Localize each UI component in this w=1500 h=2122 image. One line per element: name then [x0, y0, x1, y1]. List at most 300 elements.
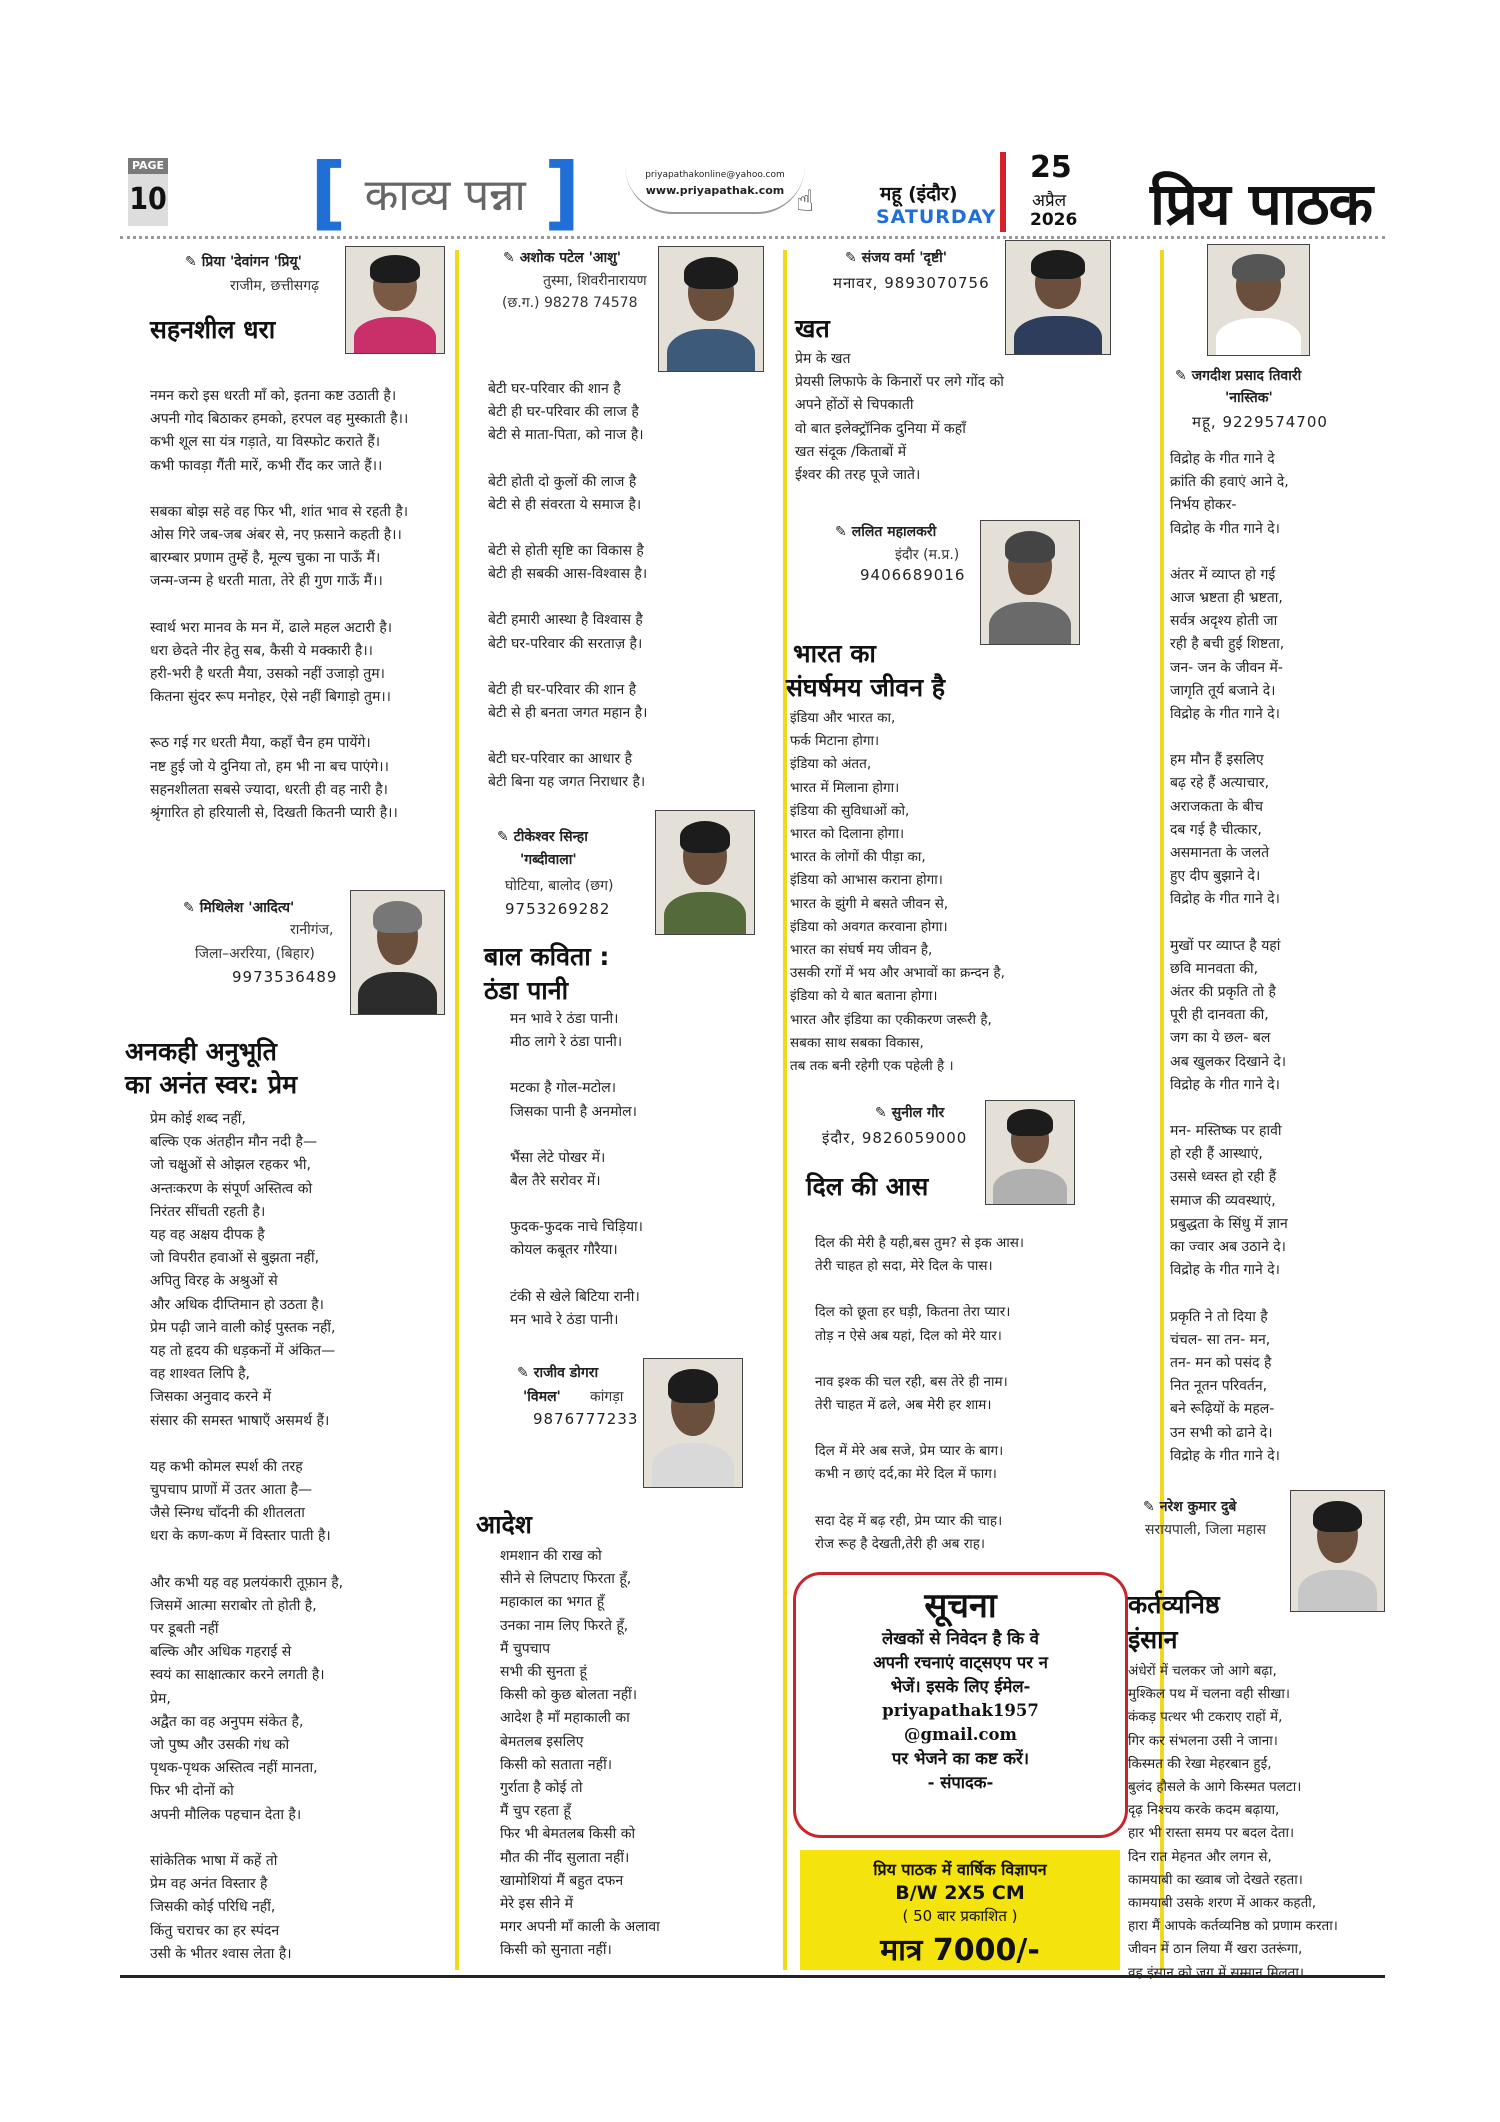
- author-place: महू, 9229574700: [1192, 413, 1328, 431]
- poem-line: मन- मस्तिष्क पर हावी: [1170, 1123, 1282, 1140]
- poem-line: रूठ गई गर धरती मैया, कहाँ चैन हम पायेंगे।: [150, 735, 371, 752]
- poem-line: इंडिया को आभास कराना होगा।: [790, 872, 943, 889]
- stanza-gap: [488, 725, 647, 748]
- date-divider: [1000, 152, 1006, 232]
- author-place: तुस्मा, शिवरीनारायण: [543, 273, 647, 289]
- poem-line: पर डूबती नहीं: [150, 1621, 219, 1638]
- poem-line: अपितु विरह के अश्रुओं से: [150, 1273, 278, 1290]
- poem-line: हरी-भरी है धरती मैया, उसको नहीं उजाड़ो तुम।: [150, 666, 385, 683]
- stanza-gap: [510, 1054, 643, 1077]
- author-place: कांगड़ा: [590, 1389, 624, 1405]
- poem-line: जागृति तूर्य बजाने दे।: [1170, 682, 1276, 699]
- poem-line: इंडिया और भारत का,: [790, 710, 896, 726]
- stanza-gap: [488, 517, 647, 540]
- ad-line: प्रिय पाठक में वार्षिक विज्ञापन: [873, 1860, 1047, 1879]
- author-photo: [1290, 1490, 1385, 1612]
- bracket-right: ]: [543, 146, 581, 239]
- poem-body: [150, 385, 408, 825]
- poem-line: अंतर की प्रकृति तो है: [1170, 984, 1276, 1001]
- author-place: इंदौर, 9826059000: [822, 1129, 968, 1147]
- poem-line: प्रबुद्धता के सिंधु में ज्ञान: [1170, 1215, 1288, 1232]
- poem-line: बेटी बिना यह जगत निराधार है।: [488, 774, 646, 791]
- column-rule: [783, 250, 787, 1970]
- poem-line: सीने से लिपटाए फिरता हूँ,: [500, 1571, 632, 1588]
- poem-line: जैसे स्निग्ध चाँदनी की शीतलता: [150, 1505, 305, 1522]
- poem-line: भारत और इंडिया का एकीकरण जरूरी है,: [790, 1011, 992, 1028]
- ad-frequency: ( 50 बार प्रकाशित ): [902, 1907, 1018, 1925]
- poem-line: कभी न छाएं दर्द,का मेरे दिल में फाग।: [815, 1466, 997, 1483]
- pen-icon: ✎: [503, 250, 515, 266]
- author-phone: 9973536489: [232, 968, 338, 986]
- poem-title: सहनशील धरा: [150, 315, 276, 344]
- date-month: अप्रैल: [1032, 191, 1067, 211]
- poem-line: श्रृंगारित हो हरियाली से, दिखती कितनी प्यारी है।।: [150, 805, 398, 822]
- poem-line: जन- जन के जीवन में-: [1170, 659, 1283, 676]
- poem-line: दृढ़ निश्चय करके कदम बढ़ाया,: [1128, 1802, 1280, 1819]
- poem-line: कितना सुंदर रूप मनोहर, ऐसे नहीं बिगाड़ो तुम।।: [150, 689, 391, 706]
- poem-line: नष्ट हुई जो ये दुनिया तो, हम भी ना बच पाएंगे।।: [150, 758, 389, 775]
- poem-title: दिल की आस: [806, 1172, 929, 1201]
- author-place: राजीम, छत्तीसगढ़: [230, 278, 319, 294]
- stanza-gap: [815, 1417, 1024, 1440]
- poem-line: गिर कर संभलना उसी ने जाना।: [1128, 1732, 1278, 1749]
- poem-line: बेटी घर-परिवार की सरताज़ है।: [488, 635, 643, 652]
- author-phone: 9753269282: [505, 900, 611, 918]
- pen-icon: ✎: [517, 1365, 529, 1381]
- date-year: 2026: [1030, 210, 1078, 230]
- poem-line: दिन रात मेहनत और लगन से,: [1128, 1848, 1272, 1865]
- poem-line: भारत के झुंगी मे बसते जीवन से,: [790, 895, 949, 912]
- stanza-gap: [150, 1549, 343, 1572]
- poem-line: हार भी रास्ता समय पर बदल देता।: [1128, 1825, 1295, 1842]
- poem-line: विद्रोह के गीत गाने दे।: [1170, 520, 1280, 537]
- author-place: रानीगंज,: [290, 922, 334, 938]
- author-place-line2: (छ.ग.) 98278 74578: [502, 295, 638, 311]
- poem-line: बैल तैरे सरोवर में।: [510, 1173, 601, 1190]
- column-rule: [455, 250, 459, 1970]
- poem-line: कामयाबी उसके शरण में आकर कहती,: [1128, 1895, 1317, 1912]
- poem-line: असमानता के जलते: [1170, 845, 1270, 862]
- poem-line: बेटी से होती सृष्टि का विकास है: [488, 543, 644, 560]
- poem-line: किसी को सुनाता नहीं।: [500, 1942, 612, 1959]
- poem-line: मैं चुपचाप: [500, 1640, 551, 1657]
- poem-line: विद्रोह के गीत गाने दे।: [1170, 1076, 1280, 1093]
- ad-price: मात्र 7000/-: [880, 1933, 1040, 1968]
- poem-line: वह शाश्वत लिपि है,: [150, 1366, 251, 1383]
- poem-line: दिल की मेरी है यही,बस तुम? से इक आस।: [815, 1235, 1024, 1251]
- stanza-gap: [510, 1124, 643, 1147]
- pen-icon: ✎: [185, 254, 197, 270]
- poem-title-line2: ठंडा पानी: [484, 976, 569, 1005]
- contact-website[interactable]: www.priyapathak.com: [645, 184, 785, 197]
- page-number-box: [128, 158, 168, 226]
- poem-line: प्रेम के खत: [795, 351, 851, 367]
- poem-line: बेटी से ही संवरता ये समाज है।: [488, 496, 642, 513]
- poem-line: तेरी चाहत में ढले, अब मेरी हर शाम।: [815, 1397, 992, 1414]
- notice-line: - संपादक-: [927, 1773, 994, 1792]
- poem-line: विद्रोह के गीत गाने दे।: [1170, 1447, 1280, 1464]
- author-pen-name: 'विमल': [523, 1389, 561, 1405]
- poem-line: विद्रोह के गीत गाने दे: [1170, 451, 1275, 467]
- poem-line: वह इंसान को जग में सम्मान मिलता।: [1128, 1964, 1304, 1981]
- poem-line: स्वार्थ भरा मानव के मन में, ढाले महल अटारी है।: [150, 619, 393, 636]
- notice-body: [796, 1627, 1125, 1795]
- poem-title: अनकही अनुभूति: [125, 1037, 277, 1066]
- poem-line: जीवन में ठान लिया मैं खरा उतरूंगा,: [1128, 1941, 1303, 1958]
- poem-line: निरंतर सींचती रहती है।: [150, 1203, 266, 1220]
- poem-line: मगर अपनी माँ काली के अलावा: [500, 1919, 660, 1936]
- poem-line: बेटी ही घर-परिवार की शान है: [488, 681, 637, 698]
- poem-line: और कभी यह वह प्रलयंकारी तूफ़ान है,: [150, 1574, 344, 1591]
- poem-line: प्रेयसी लिफाफे के किनारों पर लगे गोंद को: [795, 374, 1004, 391]
- poem-line: खत संदूक /किताबों में: [795, 443, 907, 460]
- bottom-rule: [120, 1975, 1385, 1978]
- poem-line: धरा के कण-कण में विस्तार पाती है।: [150, 1528, 331, 1545]
- poem-line: अंधेरों में चलकर जो आगे बढ़ा,: [1128, 1663, 1277, 1679]
- poem-line: सदा देह में बढ़ रही, प्रेम प्यार की चाह।: [815, 1512, 1003, 1529]
- poem-line: तेरी चाहत हो सदा, मेरे दिल के पास।: [815, 1258, 993, 1275]
- poem-line: बेटी हमारी आस्था है विश्वास है: [488, 612, 643, 629]
- ad-size: B/W 2X5 CM: [895, 1882, 1025, 1904]
- poem-line: उससे ध्वस्त हो रही हैं: [1170, 1169, 1277, 1186]
- poem-line: अपनी गोद बिठाकर हमको, हरपल वह मुस्काती है।।: [150, 411, 409, 428]
- poem-line: मन भावे रे ठंडा पानी।: [510, 1311, 619, 1328]
- poem-line: अपनी मौलिक पहचान देता है।: [150, 1806, 302, 1823]
- ad-box: [800, 1850, 1120, 1970]
- author-phone: 9876777233: [533, 1410, 639, 1428]
- poem-line: प्रेम,: [150, 1690, 171, 1707]
- poem-title: खत: [795, 314, 830, 343]
- poem-line: टंकी से खेले बिटिया रानी।: [510, 1288, 640, 1305]
- poem-line: मुश्किल पथ में चलना वही सीखा।: [1128, 1686, 1291, 1703]
- stanza-gap: [150, 1433, 343, 1456]
- poem-line: अन्तःकरण के संपूर्ण अस्तित्व को: [150, 1180, 313, 1197]
- poem-line: नित नूतन परिवर्तन,: [1170, 1378, 1268, 1395]
- poem-line: शमशान की राख को: [500, 1548, 602, 1564]
- poem-line: बल्कि एक अंतहीन मौन नदी है—: [150, 1134, 317, 1151]
- poem-line: इंडिया को अंतत,: [790, 756, 872, 773]
- contact-block: [625, 166, 805, 214]
- poem-line: जिसका अनुवाद करने में: [150, 1389, 272, 1406]
- poem-line: उनका नाम लिए फिरते हूँ,: [500, 1617, 629, 1634]
- author-pen-name: 'गब्दीवाला': [520, 852, 577, 868]
- poem-line: किसी को सताता नहीं।: [500, 1756, 613, 1773]
- poem-line: भारत में मिलाना होगा।: [790, 779, 900, 796]
- poem-line: बेटी ही घर-परिवार की लाज है: [488, 404, 639, 421]
- stanza-gap: [150, 1827, 343, 1850]
- notice-box: [793, 1572, 1128, 1838]
- poem-line: महाकाल का भगत हूँ: [500, 1594, 605, 1611]
- poem-line: छवि मानवता की,: [1170, 960, 1259, 977]
- poem-line: सहनशीलता सबसे ज्यादा, धरती ही वह नारी है।: [150, 781, 388, 798]
- page-header: [120, 148, 1385, 240]
- poem-line: चुपचाप प्राणों में उतर आता है—: [150, 1482, 312, 1499]
- poem-line: मटका है गोल-मटोल।: [510, 1080, 617, 1097]
- notice-line: लेखकों से निवेदन है कि वे: [882, 1629, 1039, 1648]
- stanza-gap: [488, 656, 647, 679]
- author-name: ✎ ललित महालकरी: [835, 524, 937, 540]
- author-photo: [980, 520, 1080, 645]
- poem-line: बेमतलब इसलिए: [500, 1733, 584, 1750]
- poem-line: भारत का संघर्ष मय जीवन है,: [790, 942, 933, 959]
- stanza-gap: [1170, 912, 1289, 935]
- author-photo: [985, 1100, 1075, 1205]
- stanza-gap: [488, 448, 647, 471]
- poem-line: बेटी घर-परिवार का आधार है: [488, 751, 633, 768]
- poem-line: किसी को कुछ बोलता नहीं।: [500, 1687, 638, 1704]
- pen-icon: ✎: [845, 250, 857, 266]
- poem-line: विद्रोह के गीत गाने दे।: [1170, 1262, 1280, 1279]
- poem-line: आज भ्रष्टता ही भ्रष्टता,: [1170, 590, 1283, 607]
- poem-line: जो पुष्प और उसकी गंध को: [150, 1737, 290, 1754]
- poem-line: नाव इश्क की चल रही, बस तेरे ही नाम।: [815, 1373, 1008, 1390]
- poem-body: [488, 378, 647, 795]
- section-name: काव्य पन्ना: [364, 170, 526, 221]
- poem-line: फिर भी दोनों को: [150, 1783, 234, 1800]
- poem-line: रोज रूह है देखती,तेरी ही अब राह।: [815, 1535, 986, 1552]
- poem-title: बाल कविता :: [484, 942, 610, 971]
- poem-line: प्रकृति ने तो दिया है: [1170, 1308, 1268, 1325]
- notice-line: पर भेजने का कष्ट करें।: [891, 1749, 1030, 1768]
- author-place: मनावर, 9893070756: [833, 274, 990, 292]
- author-place: इंदौर (म.प्र.): [895, 547, 960, 563]
- poem-line: का ज्वार अब उठाने दे।: [1170, 1239, 1286, 1256]
- poem-line: भारत को दिलाना होगा।: [790, 826, 905, 843]
- stanza-gap: [1170, 1283, 1289, 1306]
- pen-icon: ✎: [875, 1105, 887, 1121]
- author-place: सरायपाली, जिला महास: [1145, 1522, 1267, 1538]
- poem-line: किस्मत की रेखा मेहरबान हुई,: [1128, 1755, 1272, 1772]
- poem-line: पूरी ही दानवता की,: [1170, 1007, 1269, 1024]
- poem-body: [790, 707, 1005, 1078]
- poem-body: [150, 1108, 343, 1966]
- poem-body: [1170, 448, 1289, 1468]
- poem-line: ओस गिरे जब-जब अंबर से, नए फ़साने कहती है।।: [150, 527, 402, 544]
- poem-line: अराजकता के बीच: [1170, 798, 1263, 815]
- poem-line: पृथक-पृथक अस्तित्व नहीं मानता,: [150, 1760, 318, 1777]
- poem-line: दिल में मेरे अब सजे, प्रेम प्यार के बाग।: [815, 1443, 1004, 1460]
- poem-line: वो बात इलेक्ट्रॉनिक दुनिया में कहाँ: [795, 420, 966, 437]
- author-photo: [1207, 244, 1310, 356]
- poem-title: कर्तव्यनिष्ठ: [1128, 1590, 1220, 1619]
- poem-line: बेटी से माता-पिता, को नाज है।: [488, 427, 644, 444]
- poem-line: मीठ लागे रे ठंडा पानी।: [510, 1034, 623, 1051]
- poem-line: इंडिया को अवगत करवाना होगा।: [790, 918, 948, 935]
- author-photo: [655, 810, 755, 935]
- poem-line: इंडिया को ये बात बताना होगा।: [790, 988, 938, 1005]
- poem-line: प्रेम कोई शब्द नहीं,: [150, 1111, 246, 1127]
- poem-line: चंचल- सा तन- मन,: [1170, 1331, 1271, 1348]
- poem-title-line2: संघर्षमय जीवन है: [786, 673, 946, 702]
- poem-line: सबका साथ सबका विकास,: [790, 1034, 924, 1051]
- poem-line: तन- मन को पसंद है: [1170, 1354, 1272, 1371]
- poem-line: इंडिया की सुविधाओं को,: [790, 802, 910, 819]
- poem-line: उसी के भीतर श्वास लेता है।: [150, 1945, 292, 1962]
- poem-line: जग का ये छल- बल: [1170, 1030, 1271, 1047]
- author-name: ✎ प्रिया 'देवांगन 'प्रियू': [185, 254, 302, 270]
- edition-place: महू (इंदौर): [880, 183, 958, 205]
- stanza-gap: [510, 1263, 643, 1286]
- poem-line: बुलंद हौसले के आगे किस्मत पलटा।: [1128, 1779, 1302, 1796]
- stanza-gap: [815, 1278, 1024, 1301]
- poem-line: सभी की सुनता हूं: [500, 1664, 587, 1681]
- poem-line: धरा छेदते नीर हेतु सब, कैसी ये मक्कारी है।।: [150, 642, 373, 659]
- poem-line: फर्क मिटाना होगा।: [790, 733, 880, 750]
- edition-weekday: SATURDAY: [876, 206, 997, 228]
- poem-line: गुर्राता है कोई तो: [500, 1780, 583, 1797]
- poem-line: बने रूढ़ियों के महल-: [1170, 1401, 1275, 1418]
- author-name: ✎ टीकेश्वर सिन्हा: [497, 829, 588, 845]
- poem-title: आदेश: [476, 1510, 532, 1539]
- poem-line: स्वयं का साक्षात्कार करने लगती है।: [150, 1667, 325, 1684]
- author-photo: [350, 890, 445, 1015]
- poem-line: कभी फावड़ा गैंती मारें, कभी रौंद कर जाते हैं।।: [150, 457, 383, 474]
- poem-body: [510, 1008, 643, 1332]
- poem-line: अद्वैत का वह अनुपम संकेत है,: [150, 1713, 304, 1730]
- notice-line: @gmail.com: [904, 1725, 1017, 1744]
- pointing-hand-icon: ☝: [796, 184, 815, 219]
- header-divider: [120, 236, 1385, 239]
- poem-line: नमन करो इस धरती माँ को, इतना कष्ट उठाती है।: [150, 388, 397, 404]
- author-photo: [345, 246, 445, 354]
- author-name: ✎ जगदीश प्रसाद तिवारी: [1175, 368, 1302, 384]
- author-name: ✎ नरेश कुमार दुबे: [1143, 1499, 1237, 1515]
- poem-line: प्रेम वह अनंत विस्तार है: [150, 1876, 268, 1893]
- author-phone: 9406689016: [860, 566, 966, 584]
- poem-line: बेटी ही सबकी आस-विश्वास है।: [488, 566, 648, 583]
- poem-line: जिसका पानी है अनमोल।: [510, 1103, 637, 1120]
- poem-line: मुखों पर व्याप्त है यहां: [1170, 937, 1281, 954]
- poem-line: कभी शूल सा यंत्र गड़ाते, या विस्फोट कराते हैं।: [150, 434, 381, 451]
- poem-line: निर्भय होकर-: [1170, 497, 1237, 514]
- poem-line: हम मौन हैं इसलिए: [1170, 752, 1264, 769]
- poem-line: समाज की व्यवस्थाएं,: [1170, 1192, 1276, 1209]
- poem-line: कंकड़ पत्थर भी टकराए राहों में,: [1128, 1709, 1283, 1726]
- poem-line: कोयल कबूतर गौरैया।: [510, 1242, 618, 1259]
- pen-icon: ✎: [1175, 368, 1187, 384]
- poem-line: उन सभी को ढाने दे।: [1170, 1424, 1273, 1441]
- author-photo: [1005, 240, 1111, 355]
- author-name: ✎ सुनील गौर: [875, 1105, 945, 1121]
- poem-line: फुदक-फुदक नाचे चिड़िया।: [510, 1219, 643, 1236]
- poem-body: [815, 1232, 1024, 1556]
- stanza-gap: [510, 1193, 643, 1216]
- stanza-gap: [1170, 541, 1289, 564]
- poem-line: भारत के लोगों की पीड़ा का,: [790, 849, 926, 866]
- poem-line: हो रही हैं आस्थाएं,: [1170, 1146, 1263, 1163]
- poem-title: भारत का: [793, 639, 876, 668]
- stanza-gap: [815, 1348, 1024, 1371]
- poem-line: यह वह अक्षय दीपक है: [150, 1227, 265, 1244]
- poem-line: तब तक बनी रहेगी एक पहेली है ।: [790, 1058, 954, 1075]
- poem-line: यह तो हृदय की धड़कनों में अंकित—: [150, 1343, 336, 1360]
- poem-line: जिसमें आत्मा सराबोर तो होती है,: [150, 1597, 317, 1614]
- author-photo: [658, 246, 764, 372]
- poem-title-line2: इंसान: [1128, 1625, 1178, 1654]
- poem-line: बेटी घर-परिवार की शान है: [488, 381, 621, 397]
- poem-line: विद्रोह के गीत गाने दे।: [1170, 706, 1280, 723]
- poem-line: प्रेम पढ़ी जाने वाली कोई पुस्तक नहीं,: [150, 1319, 336, 1336]
- poem-line: जो चक्षुओं से ओझल रहकर भी,: [150, 1157, 311, 1174]
- poem-body: [500, 1545, 660, 1963]
- author-name: ✎ मिथिलेश 'आदित्य': [183, 900, 295, 916]
- poem-line: बारम्बार प्रणाम तुम्हें है, मूल्य चुका ना पाऊँ मैं।: [150, 550, 381, 567]
- poem-line: हुए दीप बुझाने दे।: [1170, 868, 1261, 885]
- poem-line: सर्वत्र अदृश्य होती जा: [1170, 613, 1278, 630]
- poem-line: कामयाबी का ख्वाब जो देखते रहता।: [1128, 1871, 1303, 1888]
- poem-line: सांकेतिक भाषा में कहें तो: [150, 1852, 278, 1869]
- author-name: ✎ अशोक पटेल 'आशु': [503, 250, 621, 266]
- bracket-left: [: [310, 146, 347, 239]
- page-number: 10: [128, 174, 168, 226]
- section-title: [310, 146, 581, 239]
- poem-line: मौत की नींद सुलाता नहीं।: [500, 1849, 630, 1866]
- poem-line: फिर भी बेमतलब किसी को: [500, 1826, 636, 1843]
- contact-email[interactable]: priyapathakonline@yahoo.com: [645, 170, 785, 180]
- poem-line: बेटी होती दो कुलों की लाज है: [488, 473, 637, 490]
- poem-line: मन भावे रे ठंडा पानी।: [510, 1011, 619, 1027]
- notice-line: अपनी रचनाएं वाट्सएप पर न: [873, 1653, 1048, 1672]
- poem-body: [795, 348, 1004, 487]
- author-photo: [643, 1358, 743, 1488]
- notice-line: भेजें। इसके लिए ईमेल-: [890, 1677, 1031, 1696]
- date-day: 25: [1030, 150, 1072, 185]
- poem-title-line2: का अनंत स्वर: प्रेम: [125, 1070, 298, 1099]
- poem-line: अपने होंठों से चिपकाती: [795, 397, 914, 414]
- poem-line: जन्म-जन्म हे धरती माता, तेरे ही गुण गाऊँ मैं।।: [150, 573, 383, 590]
- stanza-gap: [488, 586, 647, 609]
- author-district: जिला–अररिया, (बिहार): [195, 946, 315, 962]
- stanza-gap: [815, 1487, 1024, 1510]
- stanza-gap: [150, 709, 408, 732]
- author-name: ✎ संजय वर्मा 'दृष्टी': [845, 250, 948, 266]
- pen-icon: ✎: [497, 829, 509, 845]
- poem-line: और अधिक दीप्तिमान हो उठता है।: [150, 1296, 324, 1313]
- poem-line: तोड़ न ऐसे अब यहां, दिल को मेरे यार।: [815, 1327, 1002, 1344]
- poem-line: बल्कि और अधिक गहराई से: [150, 1644, 292, 1661]
- poem-line: जिसकी कोई परिधि नहीं,: [150, 1899, 276, 1916]
- poem-line: बढ़ रहे हैं अत्याचार,: [1170, 775, 1270, 792]
- author-name: ✎ राजीव डोगरा: [517, 1365, 599, 1381]
- poem-line: ईश्वर की तरह पूजे जाते।: [795, 467, 921, 484]
- poem-body: [1128, 1660, 1338, 1985]
- notice-title: सूचना: [924, 1586, 997, 1626]
- poem-line: अंतर में व्याप्त हो गई: [1170, 566, 1276, 583]
- poem-line: उसकी रगों में भय और अभावों का क्रन्दन है,: [790, 965, 1005, 982]
- poem-line: भैंसा लेटे पोखर में।: [510, 1149, 606, 1166]
- poem-line: हारा मैं आपके कर्तव्यनिष्ठ को प्रणाम करता।: [1128, 1918, 1338, 1935]
- notice-line: priyapathak1957: [882, 1701, 1039, 1720]
- stanza-gap: [150, 478, 408, 501]
- poem-line: जो विपरीत हवाओं से बुझता नहीं,: [150, 1250, 320, 1267]
- pen-icon: ✎: [183, 900, 195, 916]
- poem-line: दब गई है चीत्कार,: [1170, 821, 1262, 838]
- poem-line: खामोशियां मैं बहुत दफन: [500, 1872, 624, 1889]
- stanza-gap: [1170, 1097, 1289, 1120]
- poem-line: आदेश है माँ महाकाली का: [500, 1710, 630, 1727]
- masthead-logo: प्रिय पाठक: [1150, 170, 1373, 238]
- poem-line: सबका बोझ सहे वह फिर भी, शांत भाव से रहती है।: [150, 503, 409, 520]
- poem-line: रही है बची हुई शिष्टता,: [1170, 636, 1285, 653]
- pen-icon: ✎: [835, 524, 847, 540]
- stanza-gap: [150, 594, 408, 617]
- pen-icon: ✎: [1143, 1499, 1155, 1515]
- poem-line: संसार की समस्त भाषाएँ असमर्थ हैं।: [150, 1412, 330, 1429]
- page-label: PAGE: [128, 158, 168, 174]
- poem-line: यह कभी कोमल स्पर्श की तरह: [150, 1458, 303, 1475]
- poem-line: अब खुलकर दिखाने दे।: [1170, 1053, 1287, 1070]
- poem-line: दिल को छूता हर घड़ी, कितना तेरा प्यार।: [815, 1304, 1011, 1321]
